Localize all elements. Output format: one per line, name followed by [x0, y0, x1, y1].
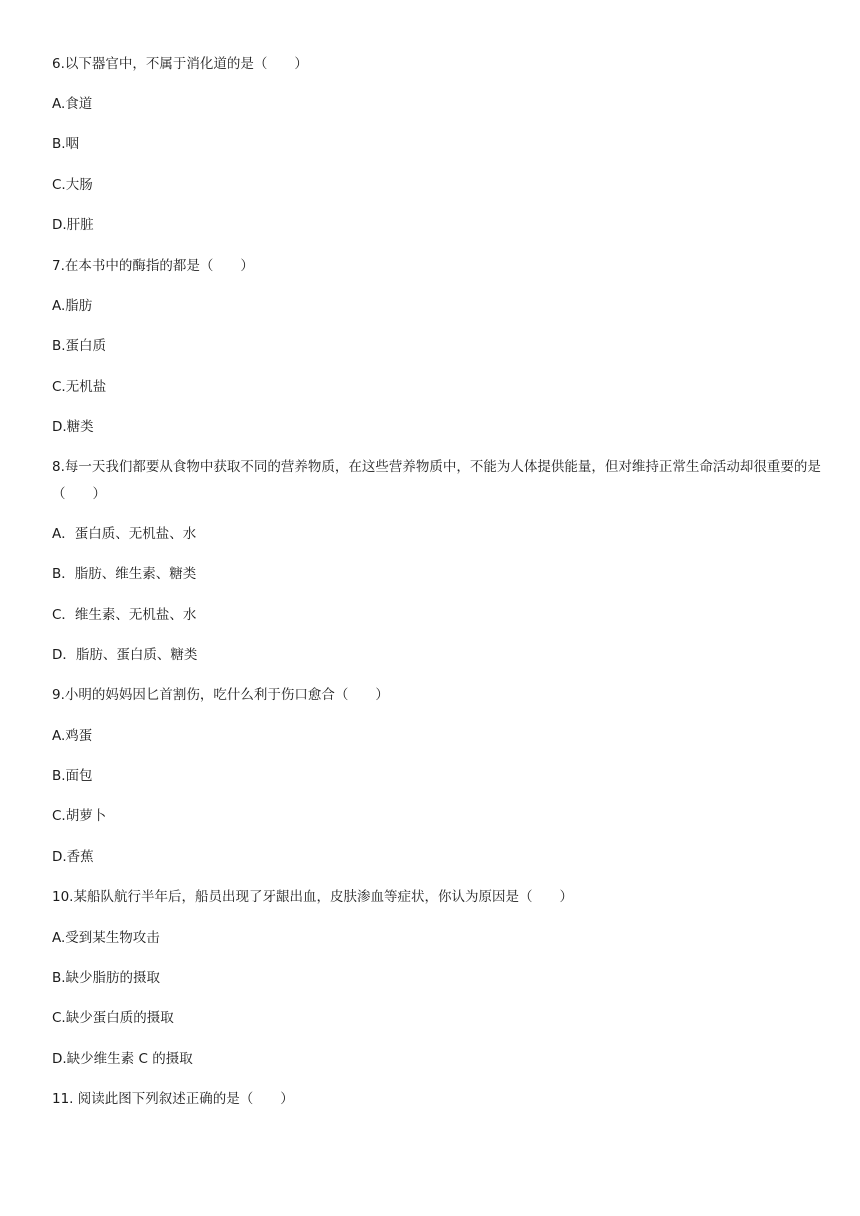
question-10-option-c: C.缺少蛋白质的摄取: [52, 1010, 174, 1026]
question-6-option-a: A.食道: [52, 96, 93, 112]
question-9-stem: 9.小明的妈妈因匕首割伤，吃什么利于伤口愈合（ ）: [52, 687, 389, 703]
question-6-option-c: C.大肠: [52, 177, 93, 193]
question-10-option-b: B.缺少脂肪的摄取: [52, 970, 161, 986]
question-9-option-a: A.鸡蛋: [52, 728, 93, 744]
question-7-option-b: B.蛋白质: [52, 338, 107, 354]
question-7-option-c: C.无机盐: [52, 379, 107, 395]
question-6-stem: 6.以下器官中，不属于消化道的是（ ）: [52, 56, 308, 72]
question-10-option-d: D.缺少维生素 C 的摄取: [52, 1051, 193, 1067]
question-7-stem: 7.在本书中的酶指的都是（ ）: [52, 258, 254, 274]
question-7-option-a: A.脂肪: [52, 298, 93, 314]
question-11-stem: 11. 阅读此图下列叙述正确的是（ ）: [52, 1091, 294, 1107]
question-8-option-a: A．蛋白质、无机盐、水: [52, 526, 197, 542]
question-8-option-d: D．脂肪、蛋白质、糖类: [52, 647, 198, 663]
question-8-stem: 8.每一天我们都要从食物中获取不同的营养物质，在这些营养物质中，不能为人体提供能量，但对维持正常生命活动却很重要的是（ ）: [52, 459, 821, 502]
question-6-option-b: B.咽: [52, 136, 80, 152]
question-10-option-a: A.受到某生物攻击: [52, 930, 160, 946]
question-9-option-b: B.面包: [52, 768, 93, 784]
question-6-option-d: D.肝脏: [52, 217, 94, 233]
question-10-stem: 10.某船队航行半年后，船员出现了牙龈出血，皮肤渗血等症状，你认为原因是（ ）: [52, 889, 573, 905]
question-9-option-c: C.胡萝卜: [52, 808, 107, 824]
question-8-option-b: B．脂肪、维生素、糖类: [52, 566, 197, 582]
question-9-option-d: D.香蕉: [52, 849, 94, 865]
question-8-option-c: C．维生素、无机盐、水: [52, 607, 197, 623]
question-7-option-d: D.糖类: [52, 419, 94, 435]
